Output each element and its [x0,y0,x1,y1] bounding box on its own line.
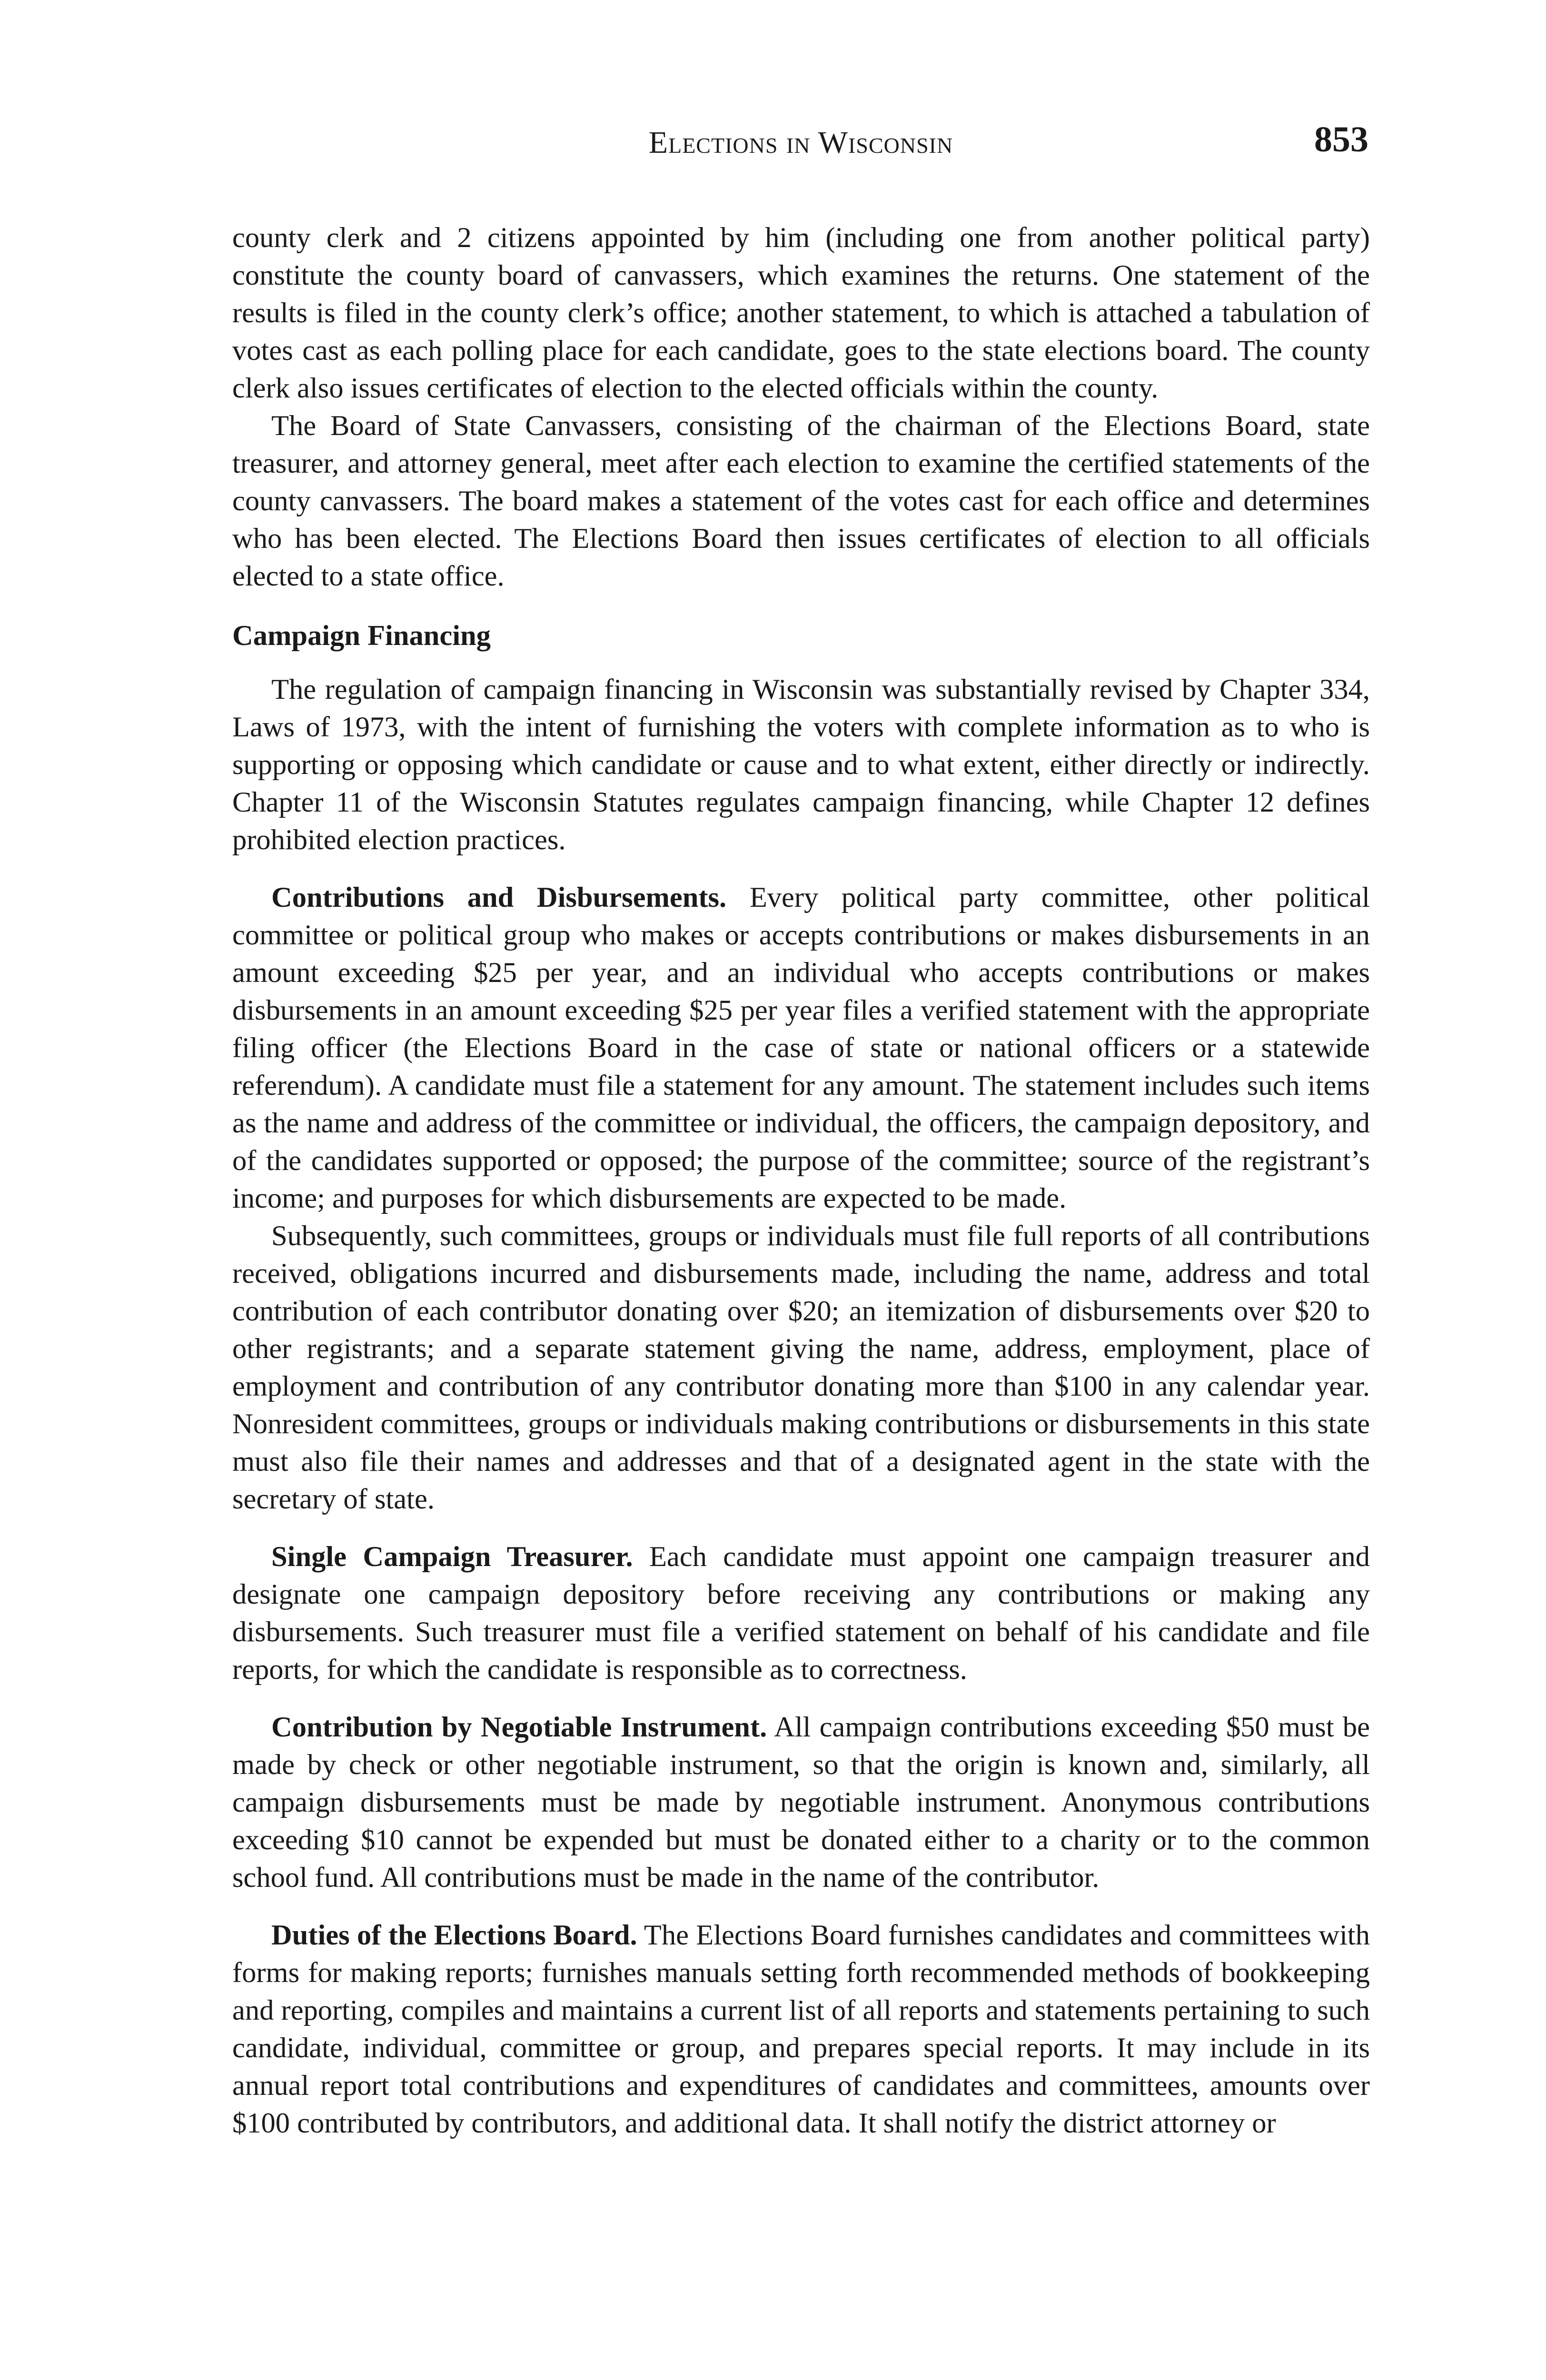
paragraph-single-treasurer [232,1538,1370,1688]
run-in-heading-contributions: Contributions and Disbursements. [271,882,727,913]
paragraph-subsequent-reports: Subsequently, such committees, groups or individuals must file full reports of all contributions received, obligations incurred and disbursements made, including the name, address and total contribution of each contributor donating over $20; an itemization of disbursements over $20 to other registrants; and a separate statement giving the name, address, employment, place of employment and contribution of any contributor donating more than $100 in any calendar year. Nonresident committees, groups or individuals making contributions or disbursements in this state must also file their names and addresses and that of a designated agent in the state with the secretary of state. [232,1220,1370,1515]
run-in-heading-negotiable: Contribution by Negotiable Instrument. [271,1711,767,1743]
run-in-heading-treasurer: Single Campaign Treasurer. [271,1541,633,1573]
paragraph-duties-text: The Elections Board furnishes candidates and committees with forms for making reports; furnishes manuals setting forth recommended methods of bookkeeping and reporting, compiles and maintains a current list of all reports and statements pertaining to such candidate, individual, committee or group, and prepares special reports. It may include in its annual report total contributions and expenditures of candidates and committees, amounts over $100 contributed by contributors, and additional data. It shall notify the district attorney or [232,1919,1370,2139]
paragraph-negotiable-text: All campaign contributions exceeding $50 must be made by check or other negotiable instrument, so that the origin is known and, similarly, all campaign disbursements must be made by negotiable instrument. Anonymous contributions exceeding $10 cannot be expended but must be donated either to a charity or to the common school fund. All contributions must be made in the name of the contributor. [232,1711,1370,1894]
body-text [232,219,1370,2142]
paragraph-state-canvassers: The Board of State Canvassers, consisting of the chairman of the Elections Board, state treasurer, and attorney general, meet after each election to examine the certified statements of the county canvassers. The board makes a statement of the votes cast for each office and determines who has been elected. The Elections Board then issues certificates of election to all officials elected to a state office. [232,410,1370,592]
running-header [233,119,1368,171]
paragraph-campaign-regulation: The regulation of campaign financing in Wisconsin was substantially revised by Chapter 334, Laws of 1973, with the intent of furnishing the voters with complete information as to who is supporting or opposing which candidate or cause and to what extent, either directly or indirectly. Chapter 11 of the Wisconsin Statutes regulates campaign financing, while Chapter 12 defines prohibited election practices. [232,674,1370,856]
paragraph-negotiable-instrument [232,1708,1370,1896]
paragraph-treasurer-text: Each candidate must appoint one campaign treasurer and designate one campaign depository before receiving any contributions or making any disbursements. Such treasurer must file a verified statement on behalf of his candidate and file reports, for which the candidate is responsible as to correctness. [232,1541,1370,1686]
paragraph-contributions-disbursements [232,879,1370,1217]
paragraph-county-canvassers: county clerk and 2 citizens appointed by him (including one from another political party) constitute the county board of canvassers, which examines the returns. One statement of the results is filed in the county clerk’s office; another statement, to which is attached a tabulation of votes cast as each polling place for each candidate, goes to the state elections board. The county clerk also issues certificates of election to the elected officials within the county. [232,222,1370,404]
section-heading-campaign-financing: Campaign Financing [232,620,491,652]
page-number: 853 [1314,119,1368,159]
paragraph-contributions-text: Every political party committee, other political committee or political group who makes or accepts contributions or makes disbursements in an amount exceeding $25 per year, and an individual who accepts contributions or makes disbursements in an amount exceeding $25 per year files a verified statement with the appropriate filing officer (the Elections Board in the case of state or national officers or a statewide referendum). A candidate must file a statement for any amount. The statement includes such items as the name and address of the committee or individual, the officers, the campaign depository, and of the candidates supported or opposed; the purpose of the committee; source of the registrant’s income; and purposes for which disbursements are expected to be made. [232,882,1370,1214]
paragraph-elections-board-duties [232,1916,1370,2142]
running-title: Elections in Wisconsin [648,125,953,160]
run-in-heading-duties: Duties of the Elections Board. [271,1919,637,1951]
